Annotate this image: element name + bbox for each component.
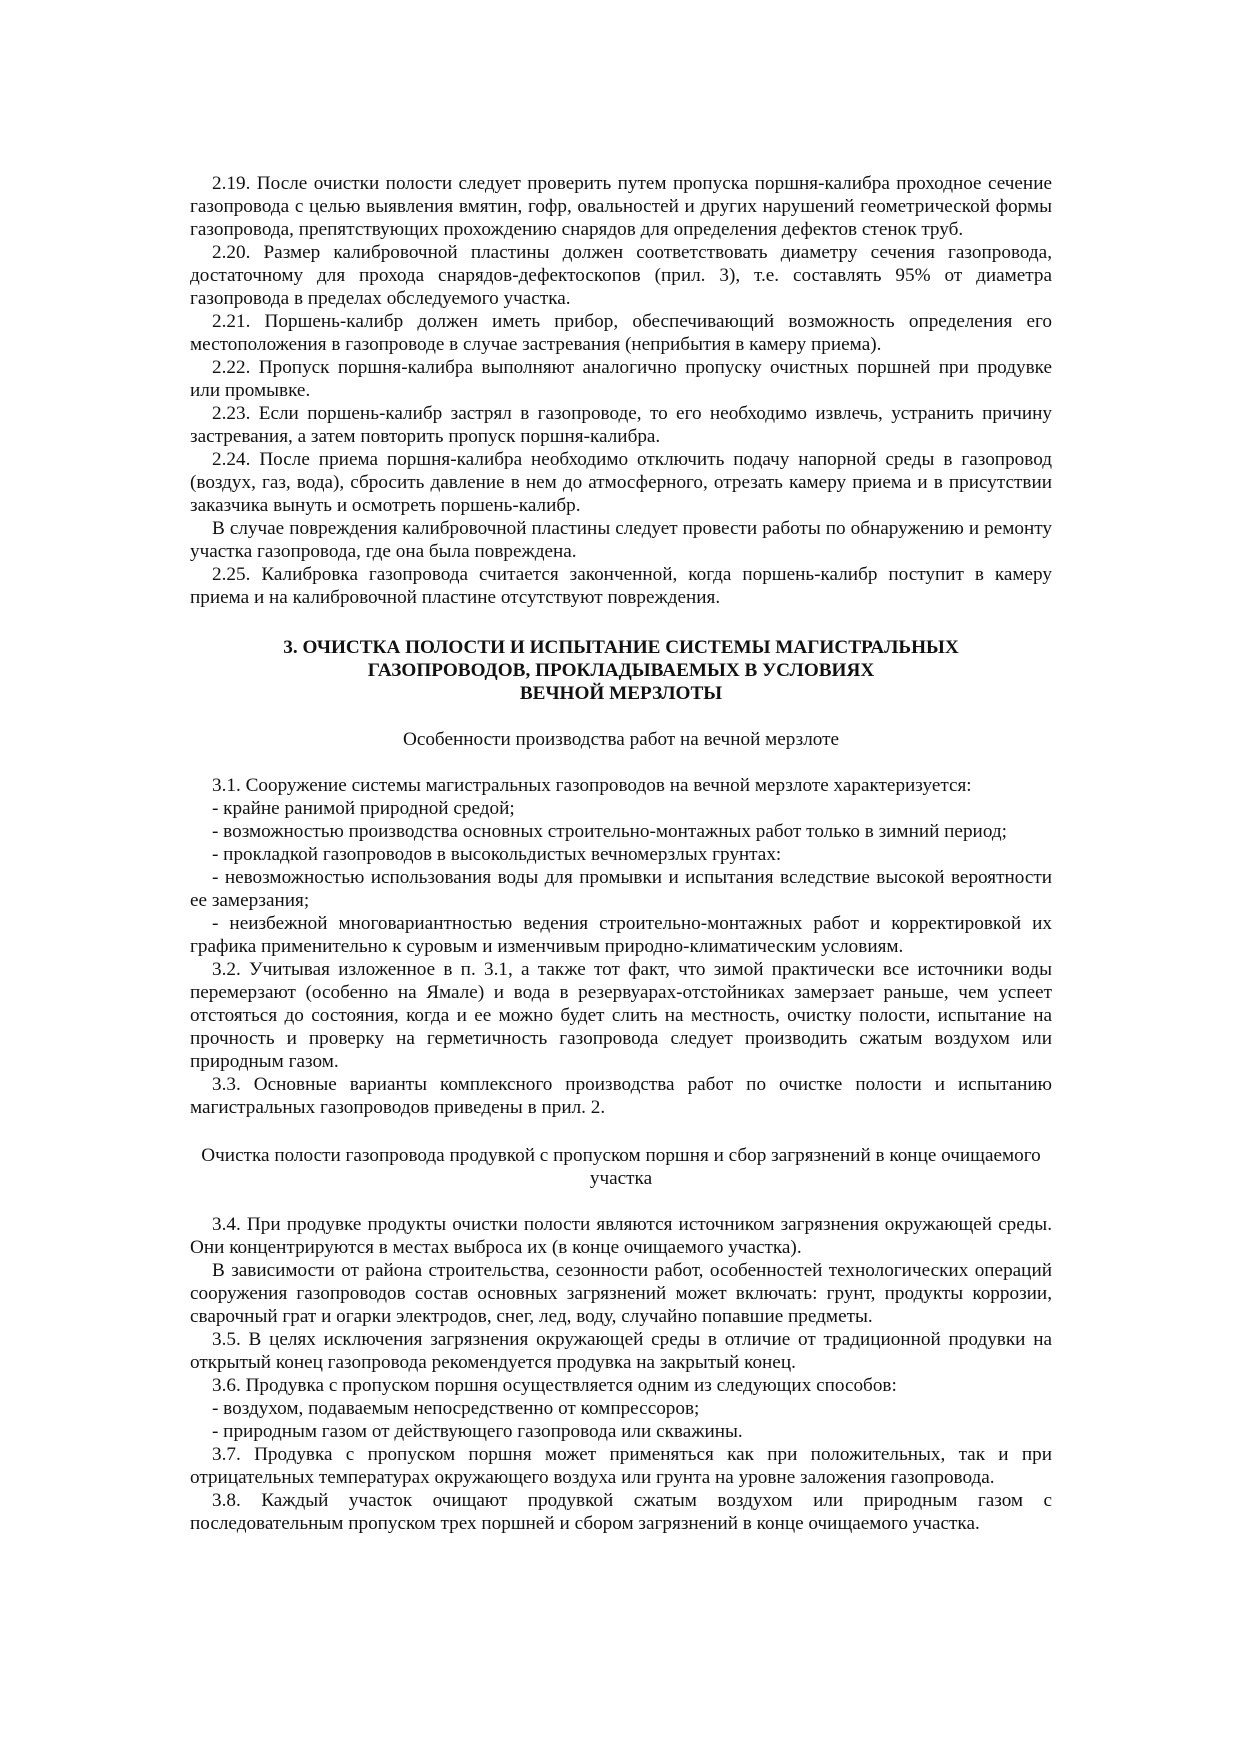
paragraph-3-7: 3.7. Продувка с пропуском поршня может применяться как при положительных, так и при отрицательных температурах окружающего воздуха или грунта на уровне заложения газопровода. [190,1444,1052,1488]
section-3-block-2 [190,1213,1052,1535]
paragraph-3-5: 3.5. В целях исключения загрязнения окружающей среды в отличие от традиционной продувки на открытый конец газопровода рекомендуется продувка на закрытый конец. [190,1329,1052,1373]
paragraph-3-2: 3.2. Учитывая изложенное в п. 3.1, а также тот факт, что зимой практически все источники воды перемерзают (особенно на Ямале) и вода в резервуарах-отстойниках замерзает раньше, чем успеет отстояться до состояния, когда и ее можно будет слить на местность, очистку полости, испытание на прочность и проверку на герметичность газопровода следует производить сжатым воздухом или природным газом. [190,959,1052,1072]
list-item: - воздухом, подаваемым непосредственно от компрессоров; [212,1398,700,1419]
section-3-block-1 [190,774,1052,1119]
list-item: - возможностью производства основных строительно-монтажных работ только в зимний период; [212,821,1007,842]
paragraph-2-19: 2.19. После очистки полости следует проверить путем пропуска поршня-калибра проходное сечение газопровода с целью выявления вмятин, гофр, овальностей и других нарушений геометрической формы газопровода, препятствующих прохождению снарядов для определения дефектов стенок труб. [190,173,1052,240]
paragraph-3-3: 3.3. Основные варианты комплексного производства работ по очистке полости и испытанию магистральных газопроводов приведены в прил. 2. [190,1074,1052,1118]
subheading-cavity-cleaning: Очистка полости газопровода продувкой с пропуском поршня и сбор загрязнений в конце очищаемого участка [201,1145,1041,1189]
list-item: - крайне ранимой природной средой; [212,798,515,819]
paragraph-3-6: 3.6. Продувка с пропуском поршня осуществляется одним из следующих способов: [212,1375,897,1396]
paragraph-2-24-note: В случае повреждения калибровочной пластины следует провести работы по обнаружению и ремонту участка газопровода, где она была повреждена. [190,518,1052,562]
paragraph-3-8: 3.8. Каждый участок очищают продувкой сжатым воздухом или природным газом с последовательным пропуском трех поршней и сбором загрязнений в конце очищаемого участка. [190,1490,1052,1534]
paragraph-2-21: 2.21. Поршень-калибр должен иметь прибор, обеспечивающий возможность определения его местоположения в газопроводе в случае застревания (неприбытия в камеру приема). [190,311,1052,355]
list-item: - невозможностью использования воды для промывки и испытания вследствие высокой вероятности ее замерзания; [190,867,1052,911]
section-3-title [190,636,1052,705]
paragraph-2-22: 2.22. Пропуск поршня-калибра выполняют аналогично пропуску очистных поршней при продувке или промывке. [190,357,1052,401]
paragraph-2-25: 2.25. Калибровка газопровода считается законченной, когда поршень-калибр поступит в камеру приема и на калибровочной пластине отсутствуют повреждения. [190,564,1052,608]
section-3-title-line-2: ГАЗОПРОВОДОВ, ПРОКЛАДЫВАЕМЫХ В УСЛОВИЯХ [367,660,875,681]
paragraph-2-23: 2.23. Если поршень-калибр застрял в газопроводе, то его необходимо извлечь, устранить причину застревания, а затем повторить пропуск поршня-калибра. [190,403,1052,447]
document-page [190,172,1052,1535]
paragraph-2-20: 2.20. Размер калибровочной пластины должен соответствовать диаметру сечения газопровода, достаточному для прохода снарядов-дефектоскопов (прил. 3), т.е. составлять 95% от диаметра газопровода в пределах обследуемого участка. [190,242,1052,309]
list-item: - прокладкой газопроводов в высокольдистых вечномерзлых грунтах: [212,844,782,865]
section-2-body [190,172,1052,609]
subheading-permafrost: Особенности производства работ на вечной мерзлоте [402,729,840,750]
section-3-title-line-1: 3. ОЧИСТКА ПОЛОСТИ И ИСПЫТАНИЕ СИСТЕМЫ МАГИСТРАЛЬНЫХ [283,637,959,658]
list-item: - природным газом от действующего газопровода или скважины. [212,1421,743,1442]
paragraph-3-1: 3.1. Сооружение системы магистральных газопроводов на вечной мерзлоте характеризуется: [212,775,972,796]
paragraph-2-24: 2.24. После приема поршня-калибра необходимо отключить подачу напорной среды в газопровод (воздух, газ, вода), сбросить давление в нем до атмосферного, отрезать камеру приема и в присутствии заказчика вынуть и осмотреть поршень-калибр. [190,449,1052,516]
paragraph-3-4: 3.4. При продувке продукты очистки полости являются источником загрязнения окружающей среды. Они концентрируются в местах выброса их (в конце очищаемого участка). [190,1214,1052,1258]
list-item: - неизбежной многовариантностью ведения строительно-монтажных работ и корректировкой их графика применительно к суровым и изменчивым природно-климатическим условиям. [190,913,1052,957]
section-3-title-line-3: ВЕЧНОЙ МЕРЗЛОТЫ [519,683,723,704]
paragraph-3-4-note: В зависимости от района строительства, сезонности работ, особенностей технологических операций сооружения газопроводов состав основных загрязнений может включать: грунт, продукты коррозии, сварочный грат и огарки электродов, снег, лед, воду, случайно попавшие предметы. [190,1260,1052,1327]
